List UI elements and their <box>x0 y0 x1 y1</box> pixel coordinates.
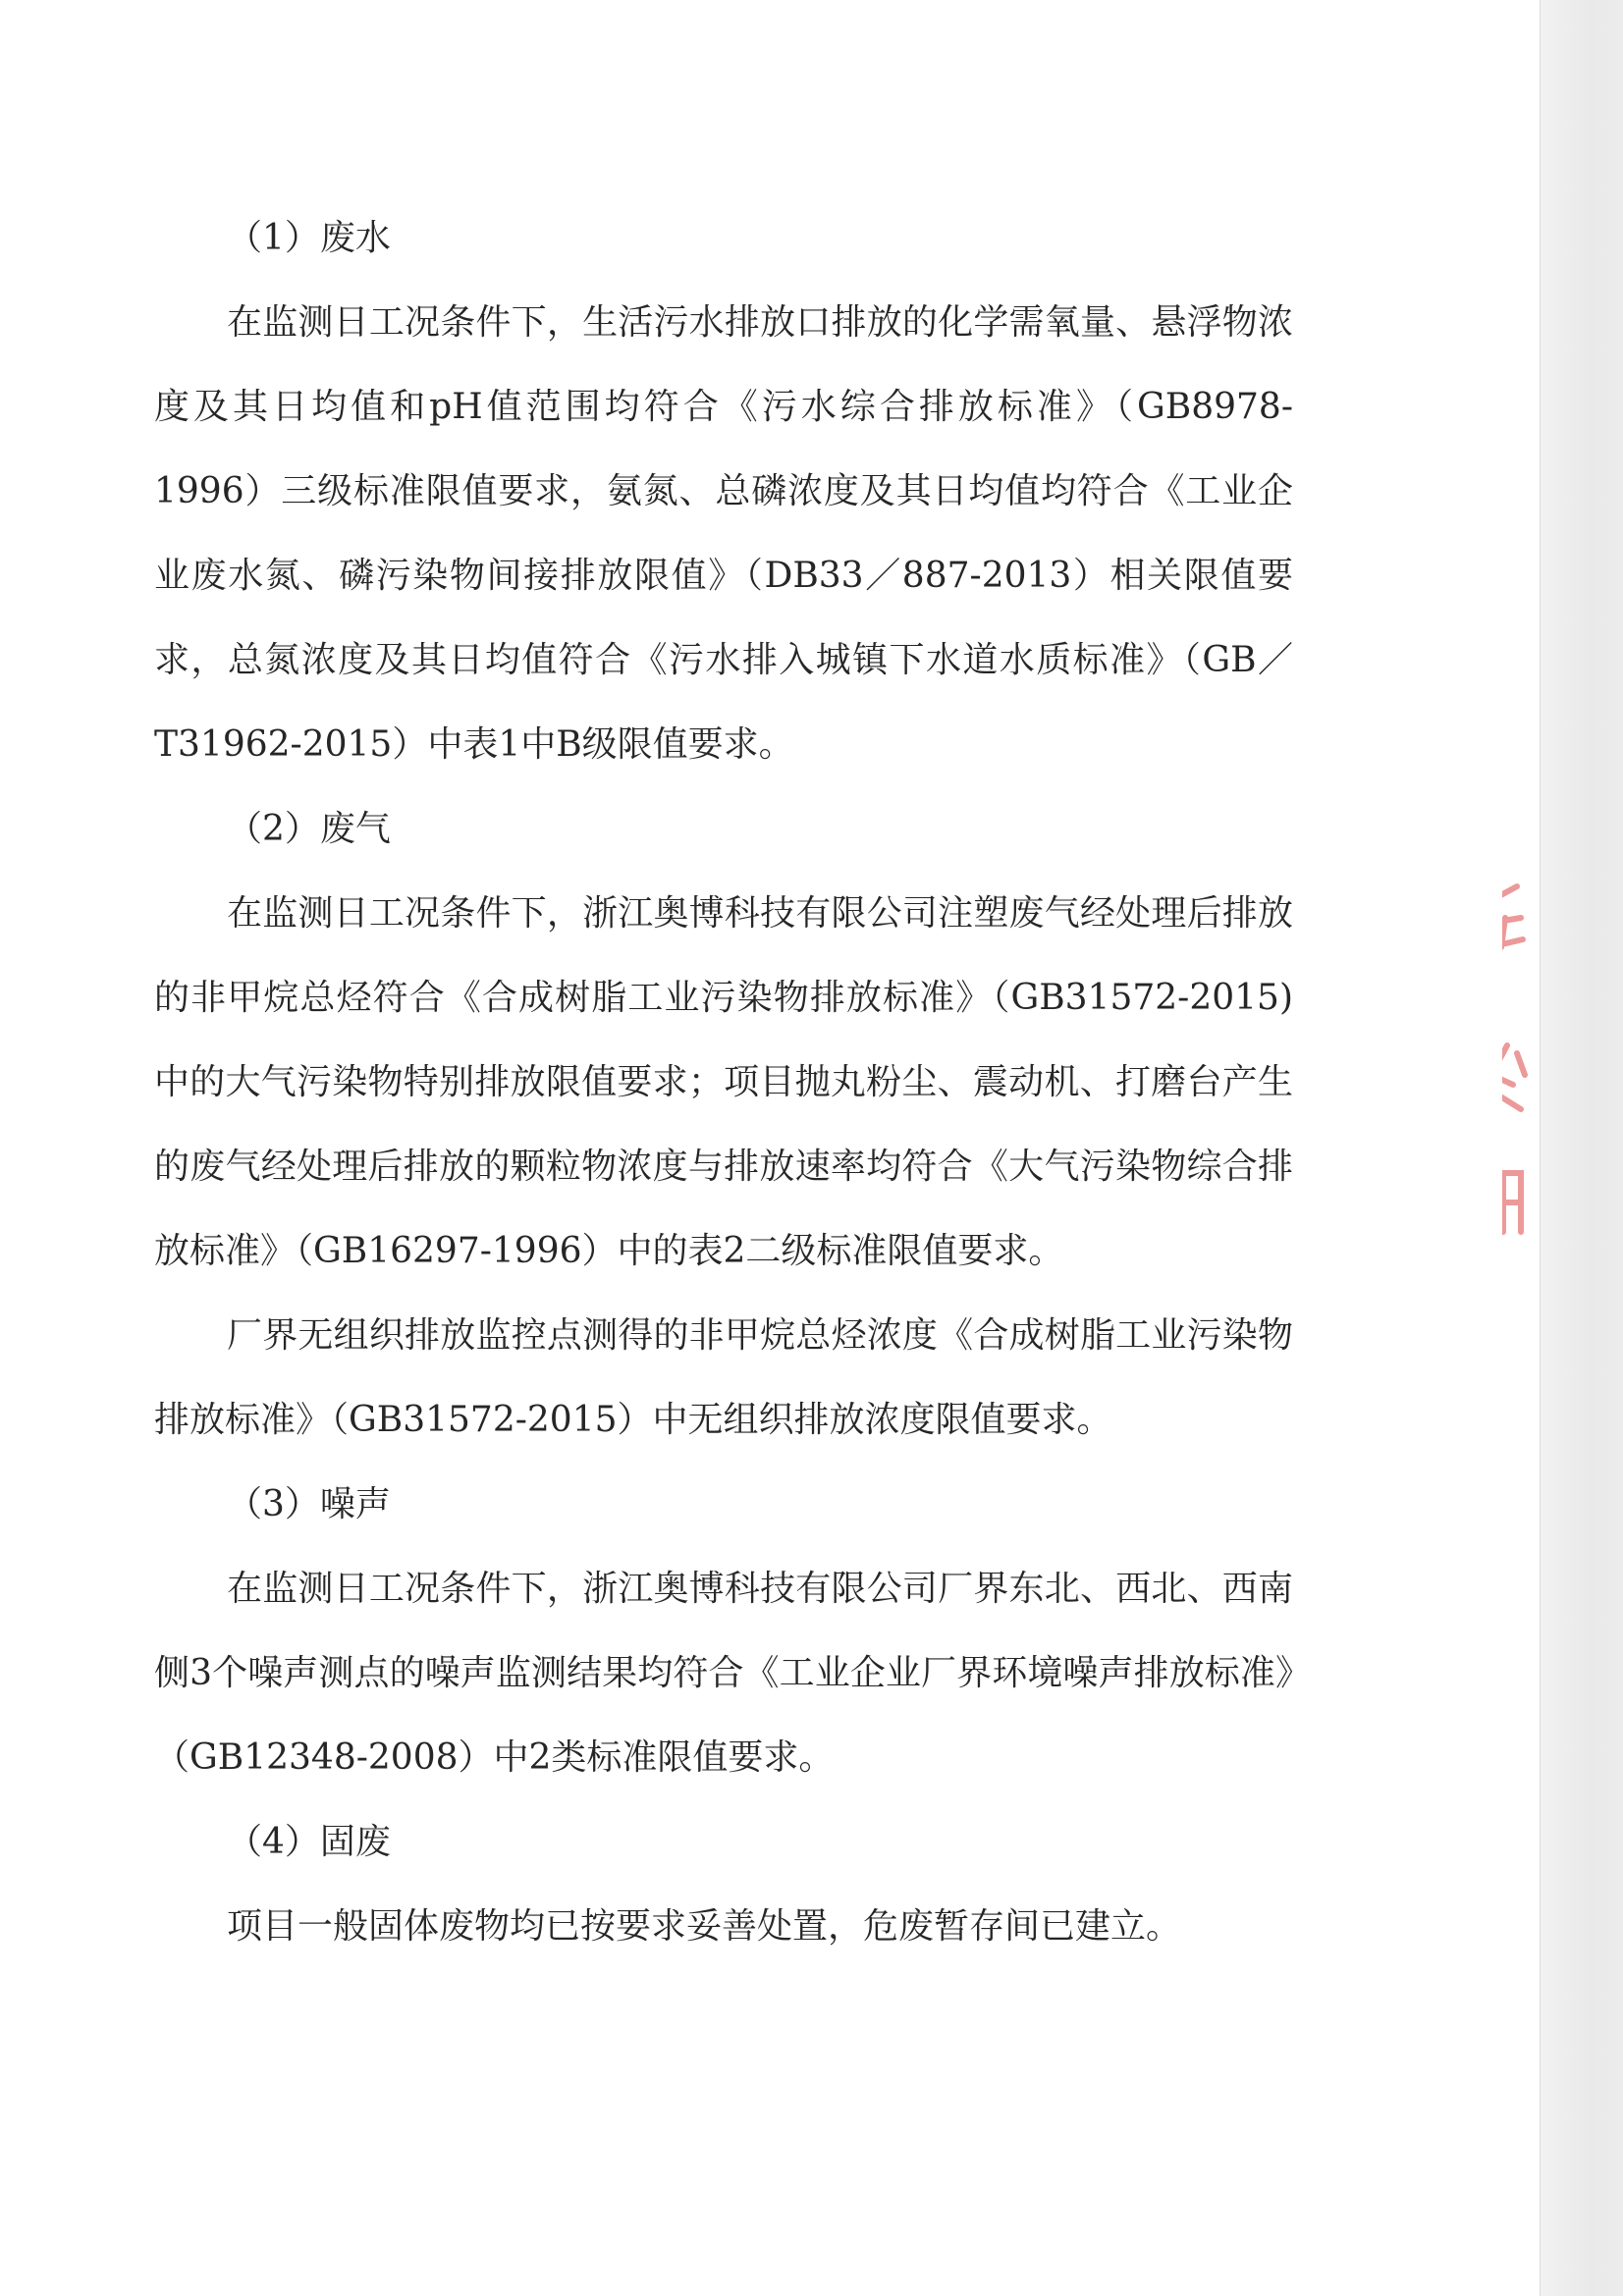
paragraph-noise: 在监测日工况条件下，浙江奥博科技有限公司厂界东北、西北、西南侧3个噪声测点的噪声监测结果均符合《工业企业厂界环境噪声排放标准》（GB12348-2008）中2类标准限值要求。 <box>154 1569 1293 1778</box>
paragraph-waste-gas-unorganized: 厂界无组织排放监控点测得的非甲烷总烃浓度《合成树脂工业污染物排放标准》（GB31572-2015）中无组织排放浓度限值要求。 <box>154 1315 1293 1440</box>
section-heading-noise: （3）噪声 <box>227 1484 391 1524</box>
paragraph-solid-waste: 项目一般固体废物均已按要求妥善处置，危废暂存间已建立。 <box>227 1906 1182 1947</box>
paragraph-waste-gas-organized: 在监测日工况条件下，浙江奥博科技有限公司注塑废气经处理后排放的非甲烷总烃符合《合成树脂工业污染物排放标准》（GB31572-2015)中的大气污染物特别排放限值要求；项目抛丸粉尘、震动机、打磨台产生的废气经处理后排放的颗粒物浓度与排放速率均符合《大气污染物综合排放标准》（GB16297-1996）中的表2二级标准限值要求。 <box>154 893 1293 1271</box>
section-heading-waste-gas: （2）废气 <box>227 809 391 849</box>
section-heading-solid-waste: （4）固废 <box>227 1822 391 1862</box>
paragraph-wastewater: 在监测日工况条件下，生活污水排放口排放的化学需氧量、悬浮物浓度及其日均值和pH值范围均符合《污水综合排放标准》（GB8978-1996）三级标准限值要求，氨氮、总磷浓度及其日均值均符合《工业企业废水氮、磷污染物间接排放限值》（DB33／887-2013）相关限值要求，总氮浓度及其日均值符合《污水排入城镇下水道水质标准》（GB／T31962-2015）中表1中B级限值要求。 <box>154 302 1293 765</box>
section-heading-wastewater: （1）废水 <box>227 218 391 258</box>
partial-seal-stamp <box>1502 879 1561 1252</box>
document-body <box>154 196 1293 1969</box>
seal-stamp-fragment <box>1502 879 1537 1252</box>
